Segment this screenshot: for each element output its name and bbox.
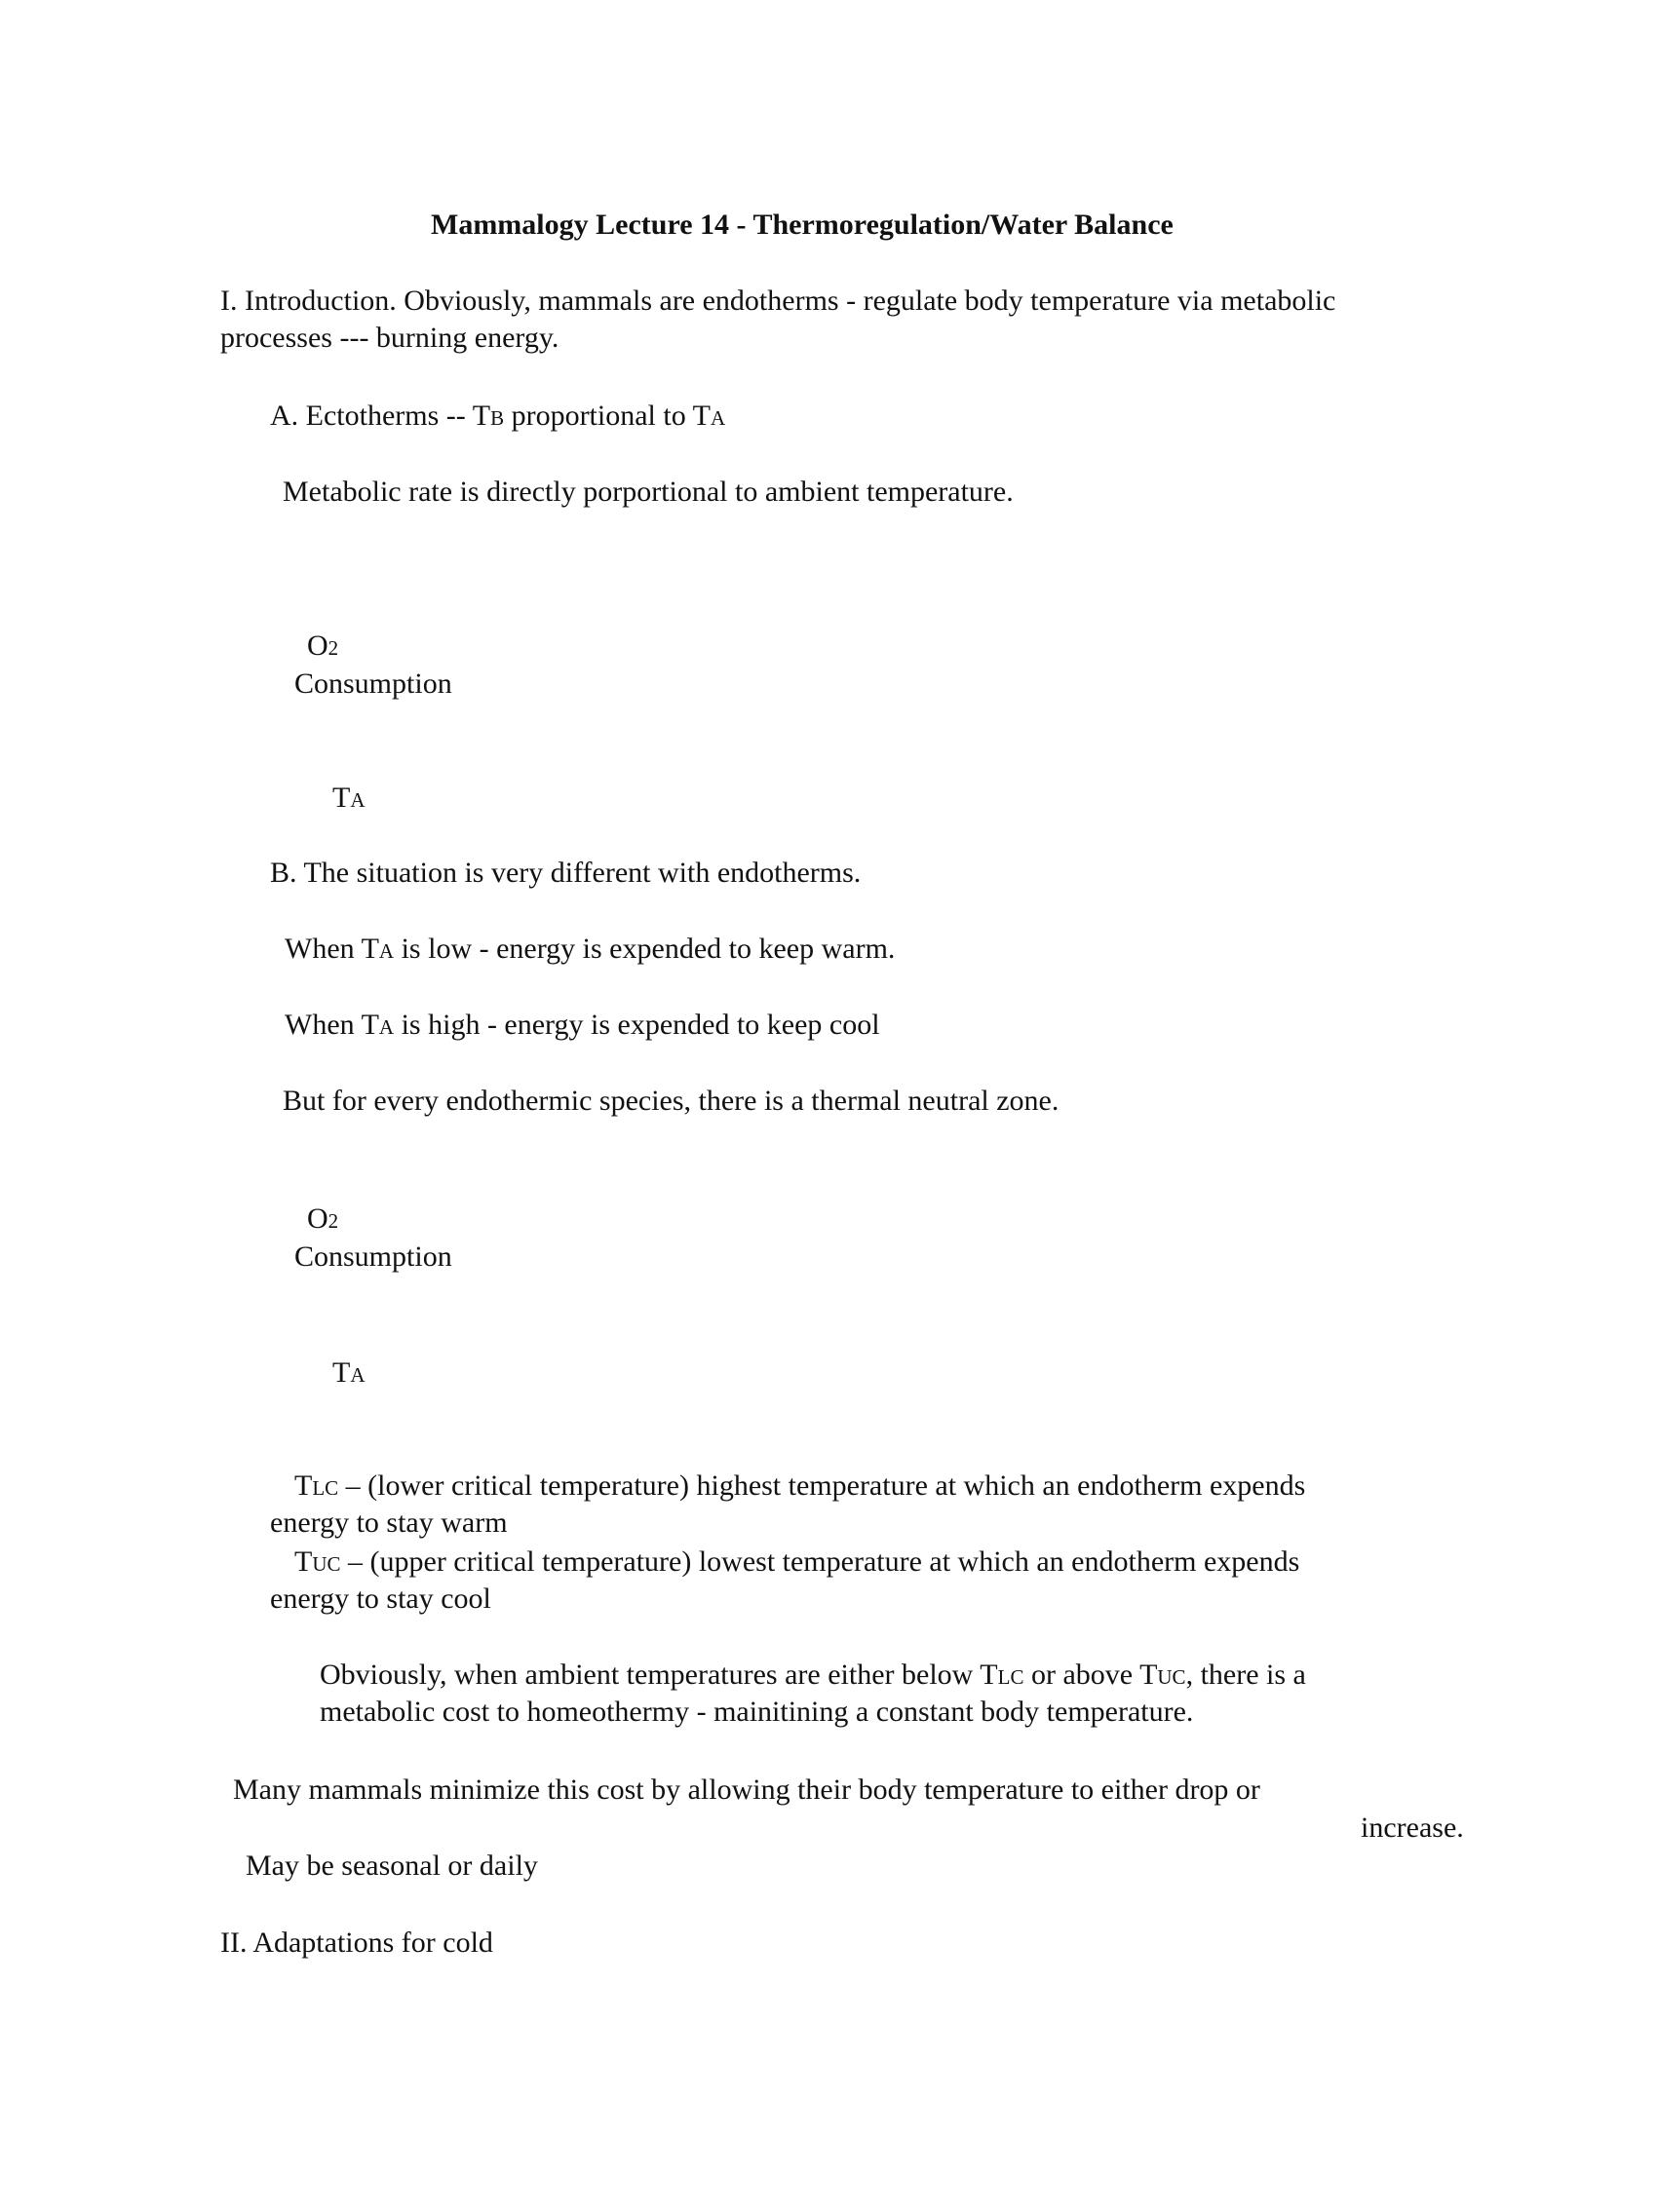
- when-ta-high-text: When TA is high - energy is expended to keep cool: [285, 1009, 880, 1041]
- tuc-definition-line-1: TUC – (upper critical temperature) lowest temperature at which an endotherm expends: [294, 1545, 1300, 1578]
- page-title: Mammalogy Lecture 14 - Thermoregulation/Water Balance: [431, 209, 1174, 241]
- section-b-heading: B. The situation is very different with endotherms.: [270, 857, 862, 889]
- graph1-y-label-consumption: Consumption: [294, 667, 452, 700]
- graph2-x-label-ta: TA: [332, 1356, 366, 1389]
- minimize-cost-line-1: Many mammals minimize this cost by allowing their body temperature to either drop or: [233, 1773, 1260, 1806]
- metabolic-cost-line-2: metabolic cost to homeothermy - mainitining a constant body temperature.: [320, 1696, 1194, 1728]
- intro-line-2: processes --- burning energy.: [220, 322, 559, 354]
- intro-line-1: I. Introduction. Obviously, mammals are endotherms - regulate body temperature via metabolic: [220, 285, 1336, 317]
- tuc-definition-line-2: energy to stay cool: [270, 1583, 491, 1615]
- graph1-y-label-o2: O2: [307, 629, 339, 662]
- metabolic-cost-line-1: Obviously, when ambient temperatures are either below TLC or above TUC, there is a: [320, 1659, 1306, 1691]
- tlc-definition-line-1: TLC – (lower critical temperature) highest temperature at which an endotherm expends: [294, 1469, 1306, 1502]
- section-ii-heading: II. Adaptations for cold: [220, 1926, 493, 1959]
- graph2-y-label-consumption: Consumption: [294, 1240, 452, 1273]
- when-ta-low-text: When TA is low - energy is expended to keep warm.: [285, 933, 896, 965]
- thermal-neutral-zone-text: But for every endothermic species, there is a thermal neutral zone.: [283, 1085, 1060, 1117]
- graph2-y-label-o2: O2: [307, 1202, 339, 1235]
- metabolic-rate-text: Metabolic rate is directly porportional to ambient temperature.: [283, 476, 1014, 508]
- tlc-definition-line-2: energy to stay warm: [270, 1506, 508, 1539]
- graph1-x-label-ta: TA: [332, 782, 366, 814]
- minimize-cost-line-2: increase.: [1361, 1812, 1464, 1844]
- seasonal-daily-text: May be seasonal or daily: [246, 1850, 538, 1882]
- section-a-heading: A. Ectotherms -- TB proportional to TA: [270, 400, 726, 432]
